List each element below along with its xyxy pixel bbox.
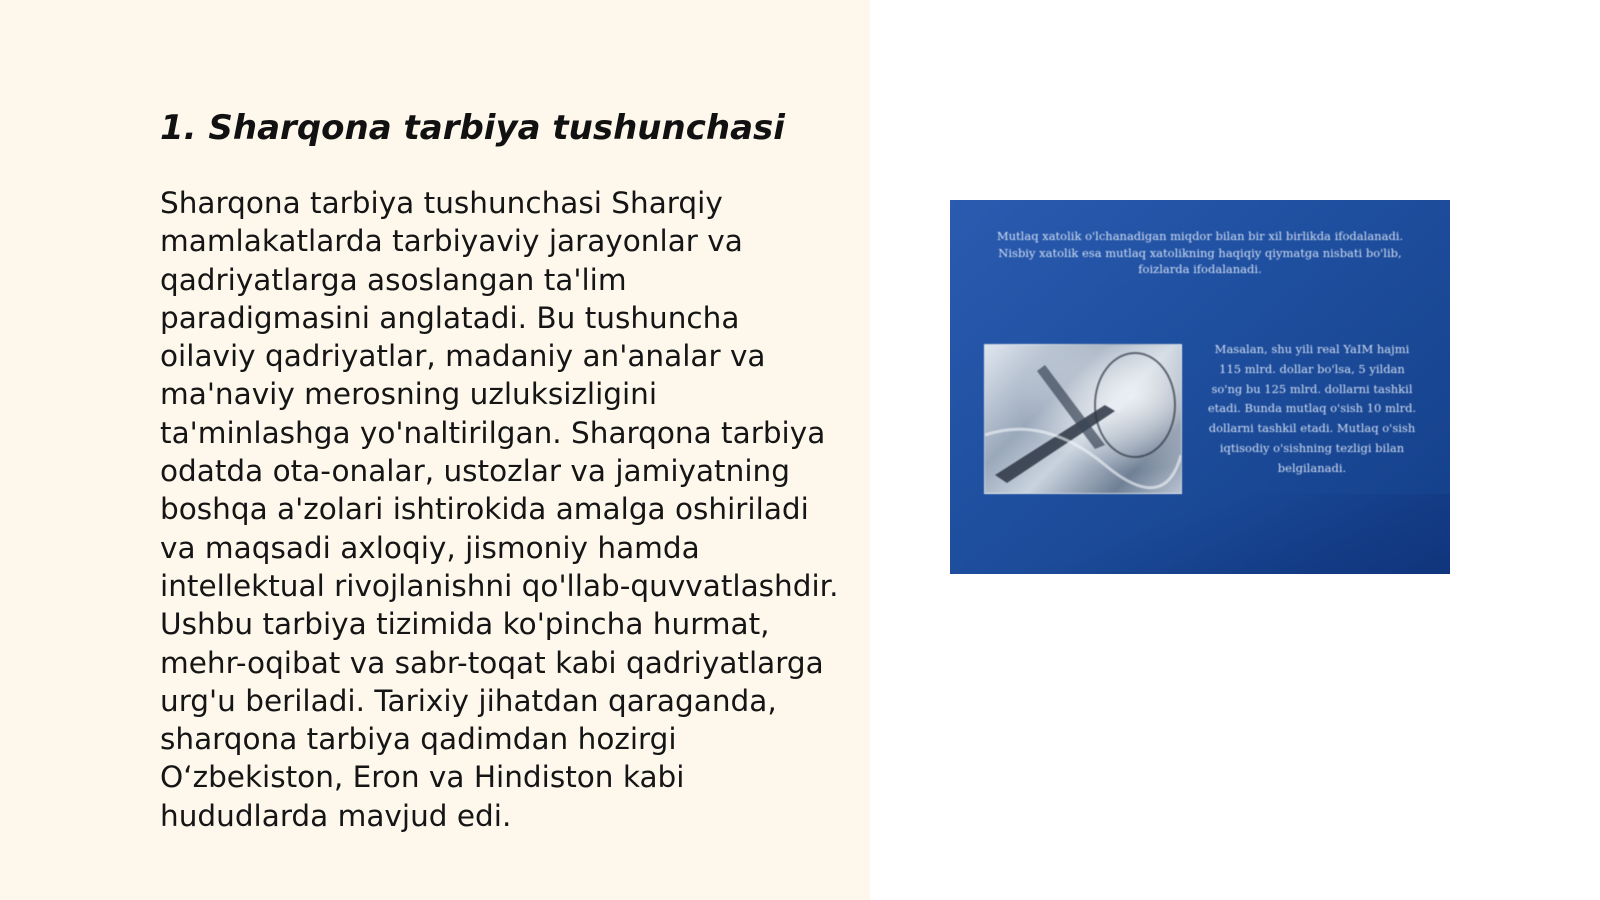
image-caption-side: Masalan, shu yili real YaIM hajmi 115 mlrd. dollar bo'lsa, 5 yildan so'ng bu 125 mlrd. dollarni tashkil etadi. Bunda mutlaq o'sish 10 mlrd. dollarni tashkil etadi. Mutlaq o'sish iqtisodiy o'sishning tezligi bilan belgilanadi. (1207, 342, 1417, 475)
image-caption-top: Mutlaq xatolik o'lchanadigan miqdor bilan bir xil birlikda ifodalanadi. Nisbiy xatolik esa mutlaq xatolikning haqiqiy qiymatga nisbati bo'lib, foizlarda ifodalanadi. (996, 229, 1404, 276)
slide-body-text: Sharqona tarbiya tushunchasi Sharqiy mamlakatlarda tarbiyaviy jarayonlar va qadriyatlarga asoslangan ta'lim paradigmasini anglatadi. Bu tushuncha oilaviy qadriyatlar, madaniy an'analar va ma'naviy merosning uzluksizligini ta'minlashga yo'naltirilgan. Sharqona tarbiya odatda ota-onalar, ustozlar va jamiyatning boshqa a'zolari ishtirokida amalga oshiriladi va maqsadi axloqiy, jismoniy hamda intellektual rivojlanishni qo'llab-quvvatlashdir. Ushbu tarbiya tizimida ko'pincha hurmat, mehr-oqibat va sabr-toqat kabi qadriyatlarga urg'u beriladi. Tarixiy jihatdan qaraganda, sharqona tarbiya qadimdan hozirgi O‘zbekiston, Eron va Hindiston kabi hududlarda mavjud edi. (160, 186, 839, 833)
pen-illustration (985, 345, 1181, 493)
slide-title: 1. Sharqona tarbiya tushunchasi (160, 108, 785, 148)
slide-image (950, 200, 1450, 574)
pen-and-paper-photo-icon (984, 344, 1182, 494)
